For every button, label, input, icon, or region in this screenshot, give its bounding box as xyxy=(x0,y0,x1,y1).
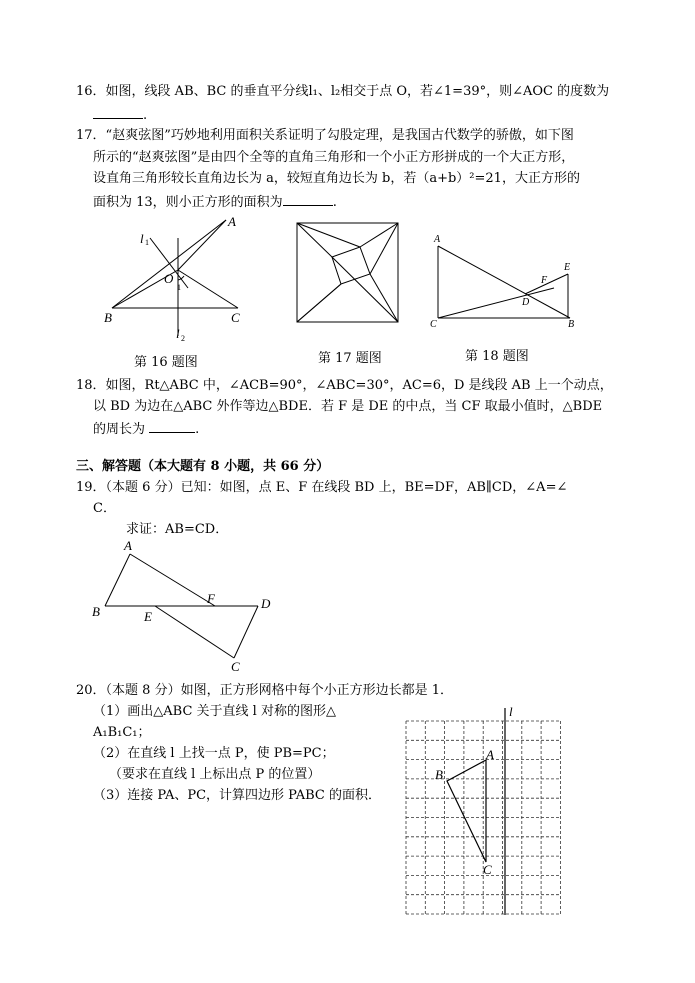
fig16-label-l1: l xyxy=(140,231,144,246)
q17-period: . xyxy=(332,195,337,210)
fig16-label-l1-sub: 1 xyxy=(145,238,149,247)
q19-line1: 19．（本题 6 分）已知：如图，点 E、F 在线段 BD 上，BE=DF，AB∥CD，∠A=∠ xyxy=(76,480,568,495)
figure-18 xyxy=(430,232,580,332)
q19-prove: 求证：AB=CD． xyxy=(126,522,229,537)
fig17-hypotenuse-1 xyxy=(297,223,360,247)
triangle-abc xyxy=(447,760,486,862)
fig16-label-l2-sub: 2 xyxy=(181,334,185,343)
q18-line3-text: 的周长为 xyxy=(93,422,146,437)
section-3-title: 三、解答题（本大题有 8 小题，共 66 分） xyxy=(76,459,330,474)
q19-line2: C． xyxy=(93,501,116,516)
fig16-label-a: A xyxy=(228,214,236,229)
grid-label-b: B xyxy=(435,767,443,782)
fig18-label-b: B xyxy=(568,319,575,330)
q20-part1b: A₁B₁C₁； xyxy=(93,725,151,740)
fig16-label-angle1: 1 xyxy=(177,283,181,292)
fig17-caption: 第 17 题图 xyxy=(318,351,382,366)
q20-part2-note: （要求在直线 l 上标出点 P 的位置） xyxy=(109,767,321,782)
fig18-label-c: C xyxy=(430,319,437,330)
fig16-label-o: O xyxy=(164,271,174,286)
fig17-leg-1 xyxy=(360,223,398,247)
fig18-caption: 第 18 题图 xyxy=(465,349,529,364)
fig17-small-square xyxy=(332,247,370,284)
q18-line1: 18．如图，Rt△ABC 中，∠ACB=90°，∠ABC=30°，AC=6，D 是线段 AB 上一个动点， xyxy=(76,378,613,393)
fig19-label-b: B xyxy=(92,604,100,619)
q17-line4 xyxy=(93,193,337,211)
q18-answer-blank[interactable] xyxy=(149,420,195,433)
fig16-label-l2: l xyxy=(176,326,180,341)
fig19-segment-af xyxy=(130,554,215,606)
q18-line3 xyxy=(93,420,199,438)
fig16-caption: 第 16 题图 xyxy=(134,355,198,370)
figure-19 xyxy=(90,540,280,675)
figure-17 xyxy=(296,222,400,324)
fig16-segment-oc xyxy=(178,270,238,308)
fig19-segment-ab xyxy=(105,554,130,606)
q17-answer-blank[interactable] xyxy=(283,193,333,206)
fig18-segment-cf xyxy=(438,288,554,318)
q17-line3: 设直角三角形较长直角边长为 a，较短直角边长为 b，若（a+b）²=21，大正方形的 xyxy=(93,171,580,186)
q20-part1a: （1）画出△ABC 关于直线 l 对称的图形△ xyxy=(93,704,336,719)
grid-label-a: A xyxy=(486,747,494,762)
fig18-label-d: D xyxy=(522,297,530,308)
q20-part2: （2）在直线 l 上找一点 P，使 PB=PC； xyxy=(93,746,335,761)
fig17-leg-4 xyxy=(297,223,332,257)
fig16-segment-ab xyxy=(112,220,226,308)
q20-line1: 20．（本题 8 分）如图，正方形网格中每个小正方形边长都是 1． xyxy=(76,683,453,698)
q16-period: . xyxy=(143,108,148,123)
q16-line2 xyxy=(93,106,147,124)
fig19-label-a: A xyxy=(124,538,132,553)
fig19-segment-cd xyxy=(234,606,258,658)
q16-line1: 16．如图，线段 AB、BC 的垂直平分线l₁、l₂相交于点 O，若∠1=39°，则∠AOC 的度数为 xyxy=(76,84,610,99)
fig17-hypotenuse-2 xyxy=(370,223,398,274)
fig19-segment-ec xyxy=(155,606,234,658)
fig19-label-c: C xyxy=(231,659,240,674)
figure-20-grid xyxy=(405,703,575,918)
q17-line2: 所示的“赵爽弦图”是由四个全等的直角三角形和一个小正方形拼成的一个大正方形， xyxy=(93,150,575,165)
q16-answer-blank[interactable] xyxy=(93,106,143,119)
figure-16 xyxy=(100,210,260,350)
fig18-label-f: F xyxy=(541,275,548,286)
fig18-label-a: A xyxy=(434,234,441,245)
q17-line4-text: 面积为 13，则小正方形的面积为 xyxy=(93,195,283,210)
grid-label-l: l xyxy=(509,704,513,719)
q17-line1: 17．“赵爽弦图”巧妙地利用面积关系证明了勾股定理，是我国古代数学的骄傲，如下图 xyxy=(76,128,574,143)
q18-period: . xyxy=(195,422,200,437)
fig17-leg-3 xyxy=(297,284,341,322)
fig16-label-c: C xyxy=(231,310,240,325)
q20-part3: （3）连接 PA、PC，计算四边形 PABC 的面积． xyxy=(93,788,381,803)
fig19-label-e: E xyxy=(144,609,152,624)
grid xyxy=(406,721,560,914)
fig16-label-b: B xyxy=(104,310,112,325)
fig18-label-e: E xyxy=(564,262,571,273)
q18-line2: 以 BD 为边在△ABC 外作等边△BDE．若 F 是 DE 的中点，当 CF 取最小值时，△BDE xyxy=(93,399,603,414)
fig17-hypotenuse-3 xyxy=(332,257,398,322)
fig16-segment-oa xyxy=(178,220,226,270)
fig19-label-d: D xyxy=(261,596,271,611)
grid-label-c: C xyxy=(483,862,492,877)
fig19-label-f: F xyxy=(207,591,215,606)
